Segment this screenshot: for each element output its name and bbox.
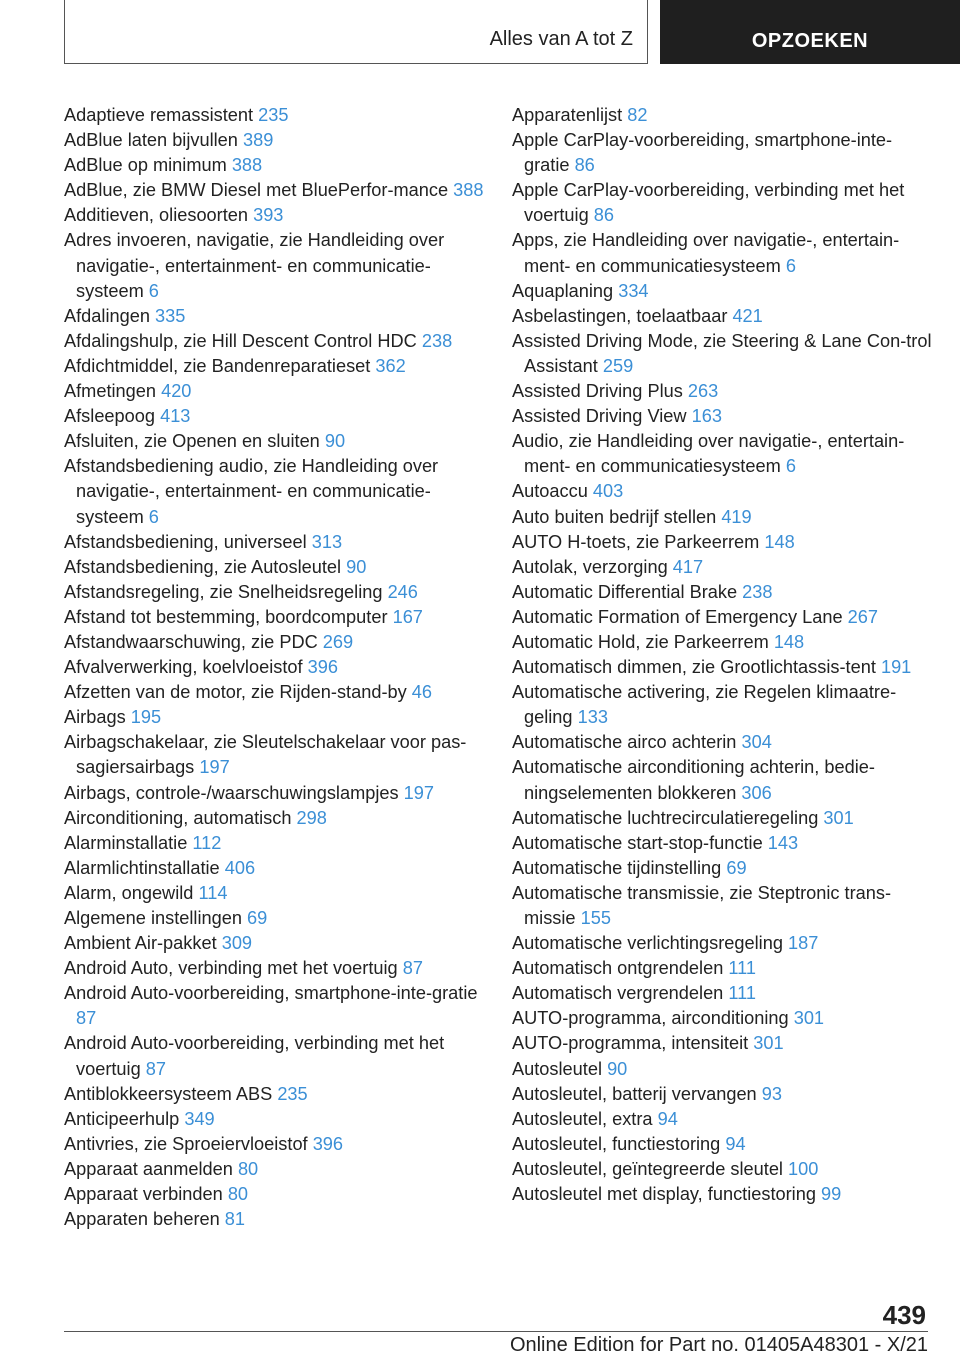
index-entry-page-link[interactable]: 235	[258, 105, 289, 125]
index-entry-text: Autosleutel, functiestoring	[512, 1133, 721, 1154]
index-entry	[64, 806, 484, 831]
footer-edition-text: Online Edition for Part no. 01405A48301 - X/21	[509, 1334, 928, 1356]
index-entry-page-link[interactable]: 111	[728, 983, 757, 1004]
index-entry	[64, 379, 484, 404]
index-entry-page-link[interactable]: 112	[192, 832, 222, 853]
index-entry	[512, 178, 932, 228]
index-entry	[64, 555, 484, 580]
index-entry-page-link[interactable]: 301	[753, 1033, 784, 1054]
index-entry	[512, 228, 932, 278]
index-entry-page-link[interactable]: 133	[577, 707, 608, 728]
index-entry	[512, 856, 932, 881]
index-entry-page-link[interactable]: 86	[574, 155, 595, 176]
index-entry-text: Afstandsbediening audio, zie Handleiding over navigatie-, entertainment- en communicatie‐systeem	[64, 456, 439, 527]
index-entry-text: Afsluiten, zie Openen en sluiten	[64, 431, 320, 452]
index-entry	[512, 680, 932, 730]
index-entry-text: Apparatenlijst	[512, 105, 623, 125]
index-entry-text: Afstand tot bestemming, boordcomputer	[64, 606, 388, 627]
index-entry-text: Additieven, oliesoorten	[64, 205, 249, 226]
index-entry-text: AdBlue op minimum	[64, 155, 227, 176]
index-entry	[512, 1031, 932, 1056]
index-entry	[512, 630, 932, 655]
index-entry	[64, 1082, 484, 1107]
index-entry	[64, 1031, 484, 1081]
index-entry	[512, 304, 932, 329]
index-entry	[64, 1132, 484, 1157]
index-entry-text: Afdalingen	[64, 305, 150, 326]
index-entry-text: Afstandsbediening, universeel	[64, 531, 307, 552]
index-entry	[64, 304, 484, 329]
header-tab-label: OPZOEKEN	[751, 30, 869, 52]
index-entry-text: Automatisch ontgrendelen	[512, 958, 724, 979]
index-entry-page-link[interactable]: 80	[227, 1184, 249, 1205]
index-entry	[512, 981, 932, 1006]
index-entry-page-link[interactable]: 419	[721, 506, 752, 527]
index-entry-text: Automatische tijdinstelling	[512, 857, 722, 878]
header-tab-opzoeken[interactable]	[660, 0, 960, 64]
index-entry	[512, 580, 932, 605]
index-entry	[64, 831, 484, 856]
index-entry	[512, 1182, 932, 1207]
index-entry-page-link[interactable]: 87	[76, 1008, 97, 1029]
index-entry-page-link[interactable]: 69	[726, 857, 747, 878]
index-entry	[512, 379, 932, 404]
index-entry-page-link[interactable]: 267	[847, 606, 878, 627]
index-entry	[512, 755, 932, 805]
index-entry-text: Airconditioning, automatisch	[64, 807, 292, 828]
index-entry-page-link[interactable]: 334	[618, 280, 649, 301]
index-column-left	[64, 103, 484, 1232]
index-entry	[512, 1107, 932, 1132]
index-entry	[64, 530, 484, 555]
index-entry-page-link[interactable]: 167	[392, 606, 423, 627]
index-entry-page-link[interactable]: 94	[725, 1133, 746, 1154]
index-entry-page-link[interactable]: 90	[607, 1058, 628, 1079]
index-entry	[64, 454, 484, 529]
index-entry-text: AUTO H-toets, zie Parkeerrem	[512, 531, 760, 552]
index-entry-page-link[interactable]: 82	[627, 105, 648, 125]
index-entry-page-link[interactable]: 306	[741, 782, 772, 803]
index-entry	[512, 530, 932, 555]
index-entry-text: AUTO-programma, intensiteit	[512, 1033, 749, 1054]
index-entry-page-link[interactable]: 362	[375, 355, 406, 376]
index-entry-text: Algemene instellingen	[64, 908, 242, 928]
index-entry	[64, 203, 484, 228]
index-entry-text: Apps, zie Handleiding over navigatie-, entertain‐ment- en communicatiesysteem	[512, 230, 900, 276]
index-entry-page-link[interactable]: 187	[788, 933, 819, 954]
index-entry-text: Automatische airco achterin	[512, 732, 737, 753]
index-entry-page-link[interactable]: 420	[161, 381, 192, 402]
index-entry-page-link[interactable]: 90	[324, 431, 346, 452]
index-entry-page-link[interactable]: 335	[155, 305, 186, 326]
index-entry-text: Autolak, verzorging	[512, 556, 668, 577]
index-entry	[64, 931, 484, 956]
index-entry-page-link[interactable]: 403	[592, 481, 624, 502]
index-entry-page-link[interactable]: 143	[767, 832, 799, 853]
index-entry-page-link[interactable]: 269	[322, 631, 354, 652]
index-entry-page-link[interactable]: 81	[224, 1209, 246, 1230]
index-entry	[64, 354, 484, 379]
index-entry	[512, 479, 932, 504]
index-entry-text: Assisted Driving View	[512, 406, 687, 427]
index-entry	[512, 1006, 932, 1031]
index-entry-page-link[interactable]: 238	[421, 330, 453, 351]
index-entry	[64, 329, 484, 354]
index-entry-text: Adres invoeren, navigatie, zie Handleiding over navigatie-, entertainment- en communicatie‐systeem	[64, 230, 445, 301]
index-entry	[512, 806, 932, 831]
header-section-box	[64, 0, 648, 64]
index-entry-text: Airbagschakelaar, zie Sleutelschakelaar voor pas‐sagiersairbags	[64, 732, 467, 778]
index-entry-page-link[interactable]: 87	[145, 1058, 167, 1079]
index-entry-page-link[interactable]: 90	[346, 556, 367, 577]
index-entry-page-link[interactable]: 421	[732, 305, 763, 326]
index-entry-text: Autosleutel, geïntegreerde sleutel	[512, 1158, 783, 1179]
index-entry-text: Adaptieve remassistent	[64, 105, 254, 125]
index-entry	[64, 705, 484, 730]
index-entry	[64, 906, 484, 931]
index-entry-text: Automatic Hold, zie Parkeerrem	[512, 631, 769, 652]
index-entry-text: Automatische verlichtingsregeling	[512, 933, 783, 954]
index-entry	[64, 580, 484, 605]
index-entry	[64, 153, 484, 178]
index-entry	[512, 103, 932, 128]
index-entry-text: Autosleutel met display, functiestoring	[512, 1184, 816, 1205]
index-entry	[512, 655, 932, 680]
index-entry-page-link[interactable]: 301	[793, 1008, 825, 1029]
index-entry-text: Afvalverwerking, koelvloeistof	[64, 657, 303, 678]
index-entry-text: Audio, zie Handleiding over navigatie-, entertain‐ment- en communicatiesysteem	[512, 431, 905, 477]
index-entry-page-link[interactable]: 301	[823, 807, 854, 828]
index-entry-text: Alarm, ongewild	[64, 882, 194, 903]
index-entry-text: Android Auto-voorbereiding, verbinding met het voertuig	[64, 1033, 445, 1079]
index-entry-text: Automatic Differential Brake	[512, 581, 738, 602]
index-entry-page-link[interactable]: 100	[788, 1158, 819, 1179]
index-entry	[64, 1182, 484, 1207]
index-entry	[64, 404, 484, 429]
index-column-right	[512, 103, 932, 1207]
index-entry-text: Afstandsbediening, zie Autosleutel	[64, 556, 342, 577]
index-entry-page-link[interactable]: 114	[198, 882, 228, 903]
index-entry-text: Aquaplaning	[512, 280, 614, 301]
index-entry	[64, 1207, 484, 1232]
index-entry	[64, 429, 484, 454]
index-entry	[64, 730, 484, 780]
index-entry-page-link[interactable]: 413	[160, 406, 191, 427]
index-entry	[64, 881, 484, 906]
index-entry-page-link[interactable]: 406	[224, 857, 256, 878]
index-entry-text: Autosleutel	[512, 1058, 602, 1079]
index-entry-text: Automatische activering, zie Regelen klimaatre‐geling	[512, 682, 897, 728]
index-entry-page-link[interactable]: 93	[761, 1083, 782, 1104]
index-entry	[512, 881, 932, 931]
index-entry-page-link[interactable]: 197	[403, 782, 435, 803]
index-entry-text: Automatische luchtrecirculatieregeling	[512, 807, 819, 828]
index-entry	[512, 1132, 932, 1157]
index-entry	[64, 956, 484, 981]
index-entry-text: AdBlue, zie BMW Diesel met BluePerfor‐mance	[64, 180, 449, 201]
index-entry	[512, 279, 932, 304]
index-entry-page-link[interactable]: 259	[602, 355, 634, 376]
index-entry-text: Asbelastingen, toelaatbaar	[512, 305, 728, 326]
index-entry-page-link[interactable]: 263	[687, 381, 719, 402]
index-entry	[512, 329, 932, 379]
index-entry	[64, 856, 484, 881]
index-entry-page-link[interactable]: 87	[402, 958, 423, 979]
index-entry	[64, 178, 484, 203]
index-entry	[512, 931, 932, 956]
index-entry-text: AUTO-programma, airconditioning	[512, 1008, 789, 1029]
index-entry-page-link[interactable]: 298	[296, 807, 327, 828]
index-entry	[512, 1082, 932, 1107]
index-entry	[64, 1107, 484, 1132]
index-entry-page-link[interactable]: 111	[728, 958, 757, 979]
header-section-title: Alles van A tot Z	[489, 28, 633, 50]
index-entry-page-link[interactable]: 155	[580, 908, 611, 928]
index-entry-text: Airbags, controle-/waarschuwingslampjes	[64, 782, 399, 803]
index-entry-page-link[interactable]: 313	[311, 531, 343, 552]
index-entry-text: Apple CarPlay-voorbereiding, verbinding met het voertuig	[512, 180, 905, 226]
index-entry-page-link[interactable]: 69	[247, 908, 268, 928]
index-entry-page-link[interactable]: 304	[741, 732, 772, 753]
index-entry-text: Automatic Formation of Emergency Lane	[512, 606, 843, 627]
index-entry-page-link[interactable]: 197	[199, 757, 230, 778]
index-entry	[64, 128, 484, 153]
index-entry-text: Automatische airconditioning achterin, bedie‐ningselementen blokkeren	[512, 757, 875, 803]
index-entry	[64, 655, 484, 680]
index-entry-page-link[interactable]: 148	[773, 631, 805, 652]
index-entry-text: Antivries, zie Sproeiervloeistof	[64, 1133, 308, 1154]
index-entry-page-link[interactable]: 80	[237, 1158, 259, 1179]
index-entry	[64, 680, 484, 705]
index-entry-page-link[interactable]: 388	[453, 180, 484, 201]
index-entry	[512, 429, 932, 479]
index-entry-text: Antiblokkeersysteem ABS	[64, 1083, 273, 1104]
index-entry-page-link[interactable]: 6	[785, 456, 796, 477]
index-entry-page-link[interactable]: 388	[231, 155, 263, 176]
index-entry	[512, 605, 932, 630]
index-entry-page-link[interactable]: 396	[307, 657, 338, 678]
index-entry	[64, 981, 484, 1031]
index-entry-page-link[interactable]: 191	[880, 657, 912, 678]
index-entry-text: Auto buiten bedrijf stellen	[512, 506, 717, 527]
index-entry-text: Assisted Driving Mode, zie Steering & Lane Con‐trol Assistant	[512, 330, 932, 376]
index-entry	[512, 1057, 932, 1082]
index-entry-page-link[interactable]: 86	[593, 205, 615, 226]
index-entry-page-link[interactable]: 396	[312, 1133, 344, 1154]
index-entry-page-link[interactable]: 163	[691, 406, 722, 427]
index-entry-page-link[interactable]: 389	[242, 130, 274, 151]
index-entry-text: Apparaat aanmelden	[64, 1158, 233, 1179]
index-entry-page-link[interactable]: 6	[148, 280, 159, 301]
index-entry-text: Afdalingshulp, zie Hill Descent Control HDC	[64, 330, 417, 351]
index-entry-page-link[interactable]: 349	[184, 1108, 215, 1129]
index-entry-text: Afzetten van de motor, zie Rijden-stand-by	[64, 682, 407, 703]
index-entry	[512, 505, 932, 530]
index-entry-text: Alarminstallatie	[64, 832, 188, 853]
index-entry-page-link[interactable]: 94	[657, 1108, 678, 1129]
index-entry	[64, 103, 484, 128]
index-entry-text: Autosleutel, batterij vervangen	[512, 1083, 757, 1104]
index-entry-text: Ambient Air-pakket	[64, 933, 217, 954]
index-entry-text: Automatische transmissie, zie Steptronic trans‐missie	[512, 882, 892, 928]
index-entry-text: Afmetingen	[64, 381, 157, 402]
index-entry	[512, 1157, 932, 1182]
index-entry	[512, 730, 932, 755]
index-entry	[512, 555, 932, 580]
index-entry	[64, 630, 484, 655]
index-entry-text: Apparaten beheren	[64, 1209, 220, 1230]
index-entry-page-link[interactable]: 6	[148, 506, 159, 527]
index-entry-page-link[interactable]: 235	[277, 1083, 308, 1104]
index-entry-page-link[interactable]: 309	[221, 933, 253, 954]
index-entry-text: Alarmlichtinstallatie	[64, 857, 220, 878]
index-entry-text: Automatisch vergrendelen	[512, 983, 724, 1004]
index-entry-text: Anticipeerhulp	[64, 1108, 180, 1129]
index-entry-text: Automatisch dimmen, zie Grootlichtassis‐tent	[512, 657, 876, 678]
index-entry-text: Afstandwaarschuwing, zie PDC	[64, 631, 318, 652]
index-entry-text: Apple CarPlay-voorbereiding, smartphone-inte‐gratie	[512, 130, 893, 176]
index-entry-text: Android Auto-voorbereiding, smartphone-inte‐gratie	[64, 983, 478, 1004]
index-entry-text: Apparaat verbinden	[64, 1184, 223, 1205]
index-entry-text: Afstandsregeling, zie Snelheidsregeling	[64, 581, 383, 602]
index-entry-text: Android Auto, verbinding met het voertuig	[64, 958, 398, 979]
index-entry	[512, 831, 932, 856]
index-entry	[64, 605, 484, 630]
index-entry-page-link[interactable]: 246	[387, 581, 418, 602]
index-entry-page-link[interactable]: 393	[253, 205, 284, 226]
index-entry	[512, 404, 932, 429]
index-entry-page-link[interactable]: 238	[742, 581, 773, 602]
index-entry-text: Airbags	[64, 707, 126, 728]
footer-divider	[64, 1331, 928, 1332]
index-entry-page-link[interactable]: 6	[785, 255, 796, 276]
index-entry-page-link[interactable]: 46	[411, 682, 433, 703]
index-entry-text: Assisted Driving Plus	[512, 381, 683, 402]
index-entry-text: Afdichtmiddel, zie Bandenreparatieset	[64, 355, 371, 376]
index-entry-text: Autoaccu	[512, 481, 588, 502]
index-entry	[64, 228, 484, 303]
page-number: 439	[882, 1300, 926, 1330]
index-entry-page-link[interactable]: 148	[764, 531, 795, 552]
index-entry-page-link[interactable]: 99	[821, 1184, 842, 1205]
index-entry-text: AdBlue laten bijvullen	[64, 130, 238, 151]
index-entry-text: Autosleutel, extra	[512, 1108, 653, 1129]
index-entry-page-link[interactable]: 195	[130, 707, 162, 728]
index-entry-text: Afsleepoog	[64, 406, 156, 427]
index-entry-page-link[interactable]: 417	[672, 556, 704, 577]
index-entry-text: Automatische start-stop-functie	[512, 832, 763, 853]
index-entry	[64, 781, 484, 806]
index-entry	[512, 128, 932, 178]
index-entry	[512, 956, 932, 981]
index-entry	[64, 1157, 484, 1182]
